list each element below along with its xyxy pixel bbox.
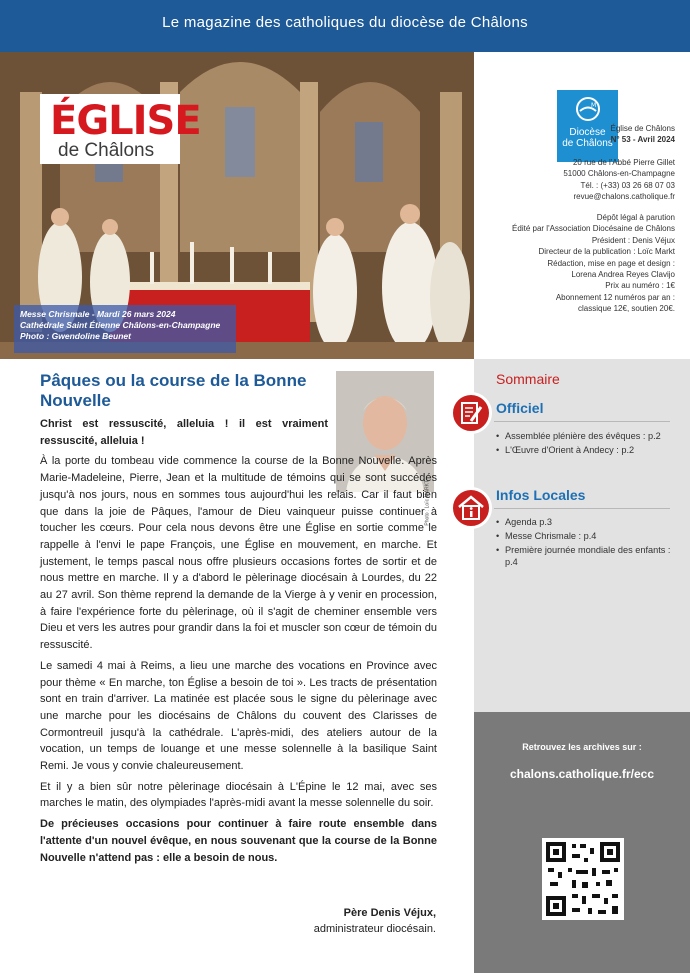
logo-title: ÉGLISE (50, 98, 201, 144)
photo-caption (14, 305, 236, 353)
section-divider (494, 421, 670, 422)
publication-info (474, 52, 690, 359)
logo-subtitle: de Châlons (58, 140, 155, 161)
article-body (40, 416, 437, 870)
list-item[interactable]: • L'Œuvre d'Orient à Andecy : p.2 (496, 444, 676, 456)
signature-role: administrateur diocésain. (313, 923, 436, 935)
article-lead: Christ est ressuscité, alleluia ! il est vraiment ressuscité, alleluia ! (40, 418, 328, 447)
list-item[interactable]: • Messe Chrismale : p.4 (496, 530, 676, 542)
top-banner (0, 0, 690, 52)
legal-line-1: Dépôt légal à parution (596, 213, 675, 222)
svg-text:M: M (590, 102, 596, 109)
legal-line-2: Édité par l'Association Diocésaine de Châlons (512, 224, 675, 234)
qr-code-image (542, 838, 624, 920)
magazine-tagline: Le magazine des catholiques du diocèse de Châlons (162, 14, 528, 31)
address-line-2: 51000 Châlons-en-Champagne (563, 169, 675, 179)
magazine-logo (40, 94, 201, 164)
list-item[interactable]: • Agenda p.3 (496, 516, 676, 528)
house-info-icon (450, 487, 492, 529)
list-item[interactable]: • Assemblée plénière des évêques : p.2 (496, 430, 676, 442)
magazine-name: Église de Châlons (610, 124, 675, 133)
article-paragraph-2: Le samedi 4 mai à Reims, a lieu une marche des vocations en Province avec pour thème « En marche, ton Église a besoin de toi ». Les tracts de présentation sont en train d'arriver. La matinée est placée sous le signe du pèlerinage avec une marche pour les diocésains de Châlons du couvent des Clarisses de Cormontreuil jusqu'à la cathédrale. L'après-midi, des ateliers autour de la vocation, un temps de louange et une messe solennelle à la basilique Saint Remi. Je vous y convie chaleureusement. (40, 659, 437, 773)
qr-code[interactable] (542, 838, 624, 920)
portrait-credit: Photo : Loïc MARKT (425, 480, 431, 526)
legal-line-8: Abonnement 12 numéros par an : (555, 292, 675, 302)
phone: Tél. : (+33) 03 26 68 07 03 (580, 180, 675, 190)
article-title: Pâques ou la course de la Bonne Nouvelle (40, 371, 307, 410)
legal-line-5: Rédaction, mise en page et design : (547, 258, 675, 268)
diocese-logo-line-1: Diocèse (569, 127, 606, 138)
address-line-1: 20 rue de l'Abbé Pierre Gillet (572, 158, 675, 167)
article-paragraph-1: À la porte du tombeau vide commence la course de la Bonne Nouvelle. Après Marie-Madeleine, Pierre, Jean et la multitude de témoins qui se sont succédés jusqu'à nos jours, nous en sommes tous aujourd'hui les relais. Car il faut bien que dans la joie de Pâques, l'amour de Dieu vainqueur puisse continuer à toucher les cœurs. Pour cela nous devons être une Église en sortie comme le rappelle à l'envi le pape François, une Église en mouvement, en marche. Et justement, le temps pascal nous offre plusieurs occasions fortes de sortir et de nous mettre en marche. Il y a d'abord le pèlerinage diocésain à Lourdes, du 22 au 27 avril. Son thème reprend la demande de la Vierge à y venir en procession, à faire l'expérience forte du pèlerinage, où il s'agit de cheminer ensemble vers Dieu et vers les autres pour grandir dans la foi et muscler son cœur de témoin du ressuscité. (40, 455, 437, 652)
article-signature (314, 905, 436, 937)
section-title-officiel[interactable]: Officiel (496, 400, 544, 416)
article-paragraph-4: De précieuses occasions pour continuer à faire route ensemble dans l'attente d'un nouvel évêque, en nous souvenant que la course de la Bonne Nouvelle n'attend pas : elle a besoin de nous. (40, 818, 437, 864)
issue-number: N° 53 - Avril 2024 (610, 135, 675, 145)
signature-name: Père Denis Véjux, (343, 907, 436, 919)
archive-box (474, 712, 690, 973)
section-list-infos-locales (496, 516, 676, 570)
legal-line-9: classique 12€, soutien 20€. (578, 304, 675, 314)
diocese-emblem-icon (575, 96, 601, 122)
section-list-officiel (496, 430, 676, 458)
section-divider (494, 508, 670, 509)
email[interactable]: revue@chalons.catholique.fr (573, 192, 675, 202)
legal-line-3: Président : Denis Véjux (591, 235, 675, 245)
legal-line-6: Lorena Andrea Reyes Clavijo (571, 270, 675, 280)
list-item[interactable]: • Première journée mondiale des enfants : p.4 (496, 544, 676, 568)
legal-line-7: Prix au numéro : 1€ (605, 281, 675, 291)
document-pen-icon (450, 392, 492, 434)
section-title-infos-locales[interactable]: Infos Locales (496, 487, 586, 503)
sommaire-heading: Sommaire (496, 371, 560, 387)
article-paragraph-3: Et il y a bien sûr notre pèlerinage diocésain à L'Épine le 12 mai, avec ses marches le matin, des olympiades l'après-midi avant la messe solennelle du soir. (40, 780, 437, 810)
contact-block (563, 157, 675, 203)
archive-label: Retrouvez les archives sur : (522, 742, 642, 752)
legal-line-4: Directeur de la publication : Loïc Markt (538, 247, 675, 257)
caption-line-3: Photo : Gwendoline Beunet (20, 331, 131, 341)
caption-line-1: Messe Chrismale - Mardi 26 mars 2024 (20, 309, 176, 319)
diocese-logo (557, 90, 618, 162)
diocese-logo-line-2: de Châlons (562, 138, 613, 149)
legal-block (512, 212, 675, 315)
caption-line-2: Cathédrale Saint Étienne Châlons-en-Champagne (20, 320, 221, 330)
issue-block (611, 123, 675, 146)
archive-link[interactable]: chalons.catholique.fr/ecc (509, 767, 655, 781)
